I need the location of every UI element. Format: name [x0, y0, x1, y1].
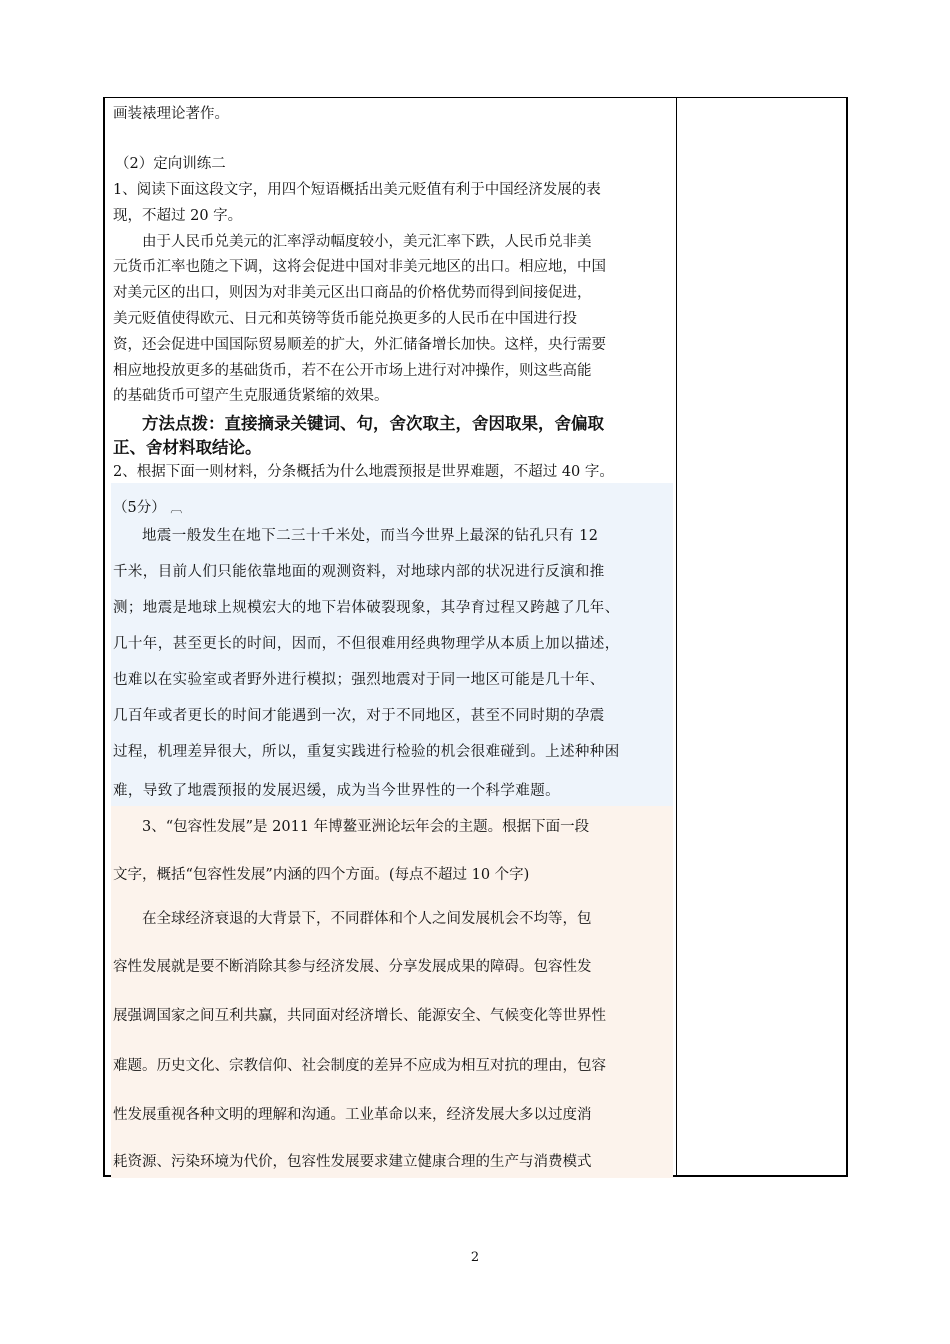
annotation-mark: ︹	[170, 501, 183, 515]
passage-line: 难题。历史文化、宗教信仰、社会制度的差异不应成为相互对抗的理由，包容	[113, 1058, 606, 1074]
page-number: 2	[470, 1250, 480, 1265]
column-divider	[676, 98, 677, 1175]
passage-line: 千米，目前人们只能依靠地面的观测资料，对地球内部的状况进行反演和推	[113, 564, 605, 580]
passage-line: 几百年或者更长的时间才能遇到一次，对于不同地区，甚至不同时期的孕震	[113, 708, 605, 724]
text-line: 相应地投放更多的基础货币，若不在公开市场上进行对冲操作，则这些高能	[113, 363, 592, 379]
text-line: 对美元区的出口，则因为对非美元区出口商品的价格优势而得到间接促进，	[113, 285, 592, 301]
passage-line: 地震一般发生在地下二三十千米处，而当今世界上最深的钻孔只有 12	[142, 528, 599, 544]
passage-line: 性发展重视各种文明的理解和沟通。工业革命以来，经济发展大多以过度消	[113, 1107, 592, 1123]
text-line: 元货币汇率也随之下调，这将会促进中国对非美元地区的出口。相应地，中国	[113, 259, 606, 275]
question-2-line: 2、根据下面一则材料，分条概括为什么地震预报是世界难题，不超过 40 字。	[113, 464, 614, 480]
question-1-line: 现，不超过 20 字。	[113, 208, 243, 224]
method-tip: 方法点拨：直接摘录关键词、句，舍次取主，舍因取果，舍偏取	[142, 414, 604, 433]
passage-line: 也难以在实验室或者野外进行模拟；强烈地震对于同一地区可能是几十年、	[113, 672, 605, 688]
passage-line: 在全球经济衰退的大背景下，不同群体和个人之间发展机会不均等，包	[142, 911, 592, 927]
passage-line: 容性发展就是要不断消除其参与经济发展、分享发展成果的障碍。包容性发	[113, 959, 592, 975]
question-3-line: 文字，概括“包容性发展”内涵的四个方面。(每点不超过 10 个字)	[113, 867, 530, 883]
question-2-score	[113, 496, 182, 517]
passage-line: 测；地震是地球上规模宏大的地下岩体破裂现象，其孕育过程又跨越了几年、	[113, 600, 620, 616]
passage-line: 几十年，甚至更长的时间，因而，不但很难用经典物理学从本质上加以描述，	[113, 636, 620, 652]
section-heading: （2）定向训练二	[115, 156, 226, 172]
score-text: （5分）	[113, 500, 166, 516]
passage-line: 过程，机理差异很大，所以，重复实践进行检验的机会很难碰到。上述种种困	[113, 744, 620, 760]
text-line: 由于人民币兑美元的汇率浮动幅度较小，美元汇率下跌，人民币兑非美	[142, 234, 592, 250]
question-3-line: 3、“包容性发展”是 2011 年博鳌亚洲论坛年会的主题。根据下面一段	[142, 819, 590, 835]
text-line: 资，还会促进中国国际贸易顺差的扩大，外汇储备增长加快。这样，央行需要	[113, 337, 606, 353]
text-line: 的基础货币可望产生克服通货紧缩的效果。	[113, 388, 389, 404]
passage-line: 耗资源、污染环境为代价，包容性发展要求建立健康合理的生产与消费模式	[113, 1154, 592, 1170]
text-line: 美元贬值使得欧元、日元和英镑等货币能兑换更多的人民币在中国进行投	[113, 311, 577, 327]
passage-line: 难，导致了地震预报的发展迟缓，成为当今世界性的一个科学难题。	[113, 783, 560, 799]
method-tip: 正、舍材料取结论。	[113, 438, 262, 457]
content-cell	[113, 98, 669, 1175]
passage-line: 展强调国家之间互利共赢，共同面对经济增长、能源安全、气候变化等世界性	[113, 1008, 606, 1024]
worksheet-table	[103, 97, 848, 1177]
question-1-line: 1、阅读下面这段文字，用四个短语概括出美元贬值有利于中国经济发展的表	[113, 182, 601, 198]
text-line: 画装裱理论著作。	[113, 106, 229, 122]
